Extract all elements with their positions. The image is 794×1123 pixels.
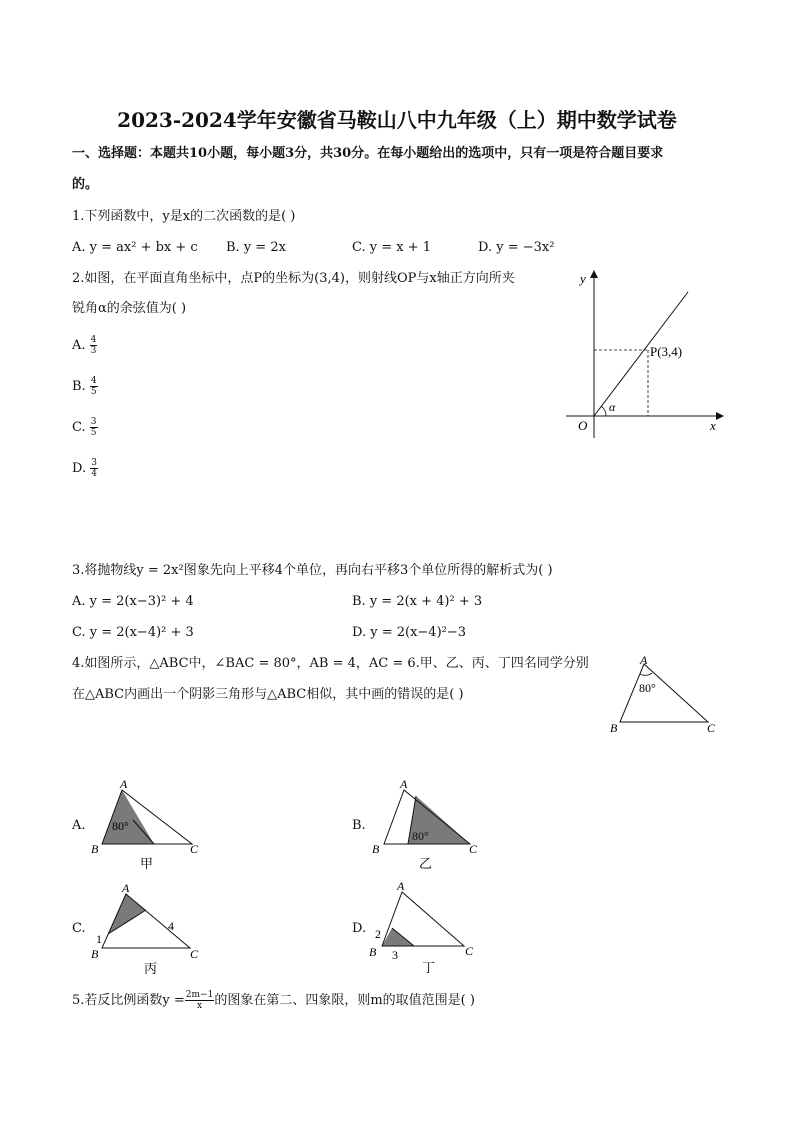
q2-option-c-den: 5 xyxy=(90,428,97,438)
q4-option-b-figure[interactable] xyxy=(366,772,496,872)
section-heading-line1: 一、选择题：本题共10小题，每小题3分，共30分。在每小题给出的选项中，只有一项是符合题目要求 xyxy=(72,146,664,161)
caption-jia: 甲 xyxy=(140,856,154,871)
page-title: 2023-2024学年安徽省马鞍山八中九年级（上）期中数学试卷 xyxy=(117,108,677,132)
q2-option-c[interactable] xyxy=(72,417,98,438)
section-heading-line2: 的。 xyxy=(72,177,99,192)
x-axis-label: x xyxy=(710,418,716,433)
q2-option-c-num: 3 xyxy=(90,417,97,427)
q2-stem-line1: 2.如图，在平面直角坐标中，点P的坐标为(3,4)，则射线OP与x轴正方向所夹 xyxy=(72,271,515,286)
q5-stem-pre: 5.若反比例函数y = xyxy=(72,993,185,1008)
q2-option-d-label: D. xyxy=(72,461,87,476)
q2-option-a-num: 4 xyxy=(90,335,97,345)
q4-option-c-label[interactable]: C. xyxy=(72,921,86,936)
segment-mark-2: 2 xyxy=(375,927,381,941)
angle-label: 80° xyxy=(112,819,129,833)
q3-option-a[interactable]: A. y = 2(x−3)² + 4 xyxy=(72,594,194,609)
q1-stem: 1.下列函数中，y是x的二次函数的是( ) xyxy=(72,209,296,224)
vertex-a-label: A xyxy=(122,881,130,895)
q4-option-b-label[interactable]: B. xyxy=(352,818,366,833)
q4-option-d-figure[interactable] xyxy=(366,876,496,976)
q2-option-c-label: C. xyxy=(72,420,86,435)
alpha-label: α xyxy=(609,400,616,414)
q2-option-b-den: 5 xyxy=(90,387,97,397)
q5-stem xyxy=(72,990,475,1011)
q1-option-a[interactable]: A. y = ax² + bx + c xyxy=(72,240,198,255)
q4-main-triangle-figure xyxy=(606,652,724,736)
angle-arc xyxy=(601,406,606,416)
q2-option-a-fraction xyxy=(90,335,98,356)
vertex-a-label: A xyxy=(397,879,405,893)
q2-coordinate-figure xyxy=(560,266,730,446)
vertex-c-label: C xyxy=(465,944,474,958)
q1-option-d[interactable]: D. y = −3x² xyxy=(478,240,555,255)
q2-option-b[interactable] xyxy=(72,376,98,397)
q1-option-c[interactable]: C. y = x + 1 xyxy=(352,240,432,255)
vertex-b-label: B xyxy=(372,842,380,856)
q1-option-b[interactable]: B. y = 2x xyxy=(226,240,286,255)
vertex-b-label: B xyxy=(91,947,99,961)
q5-stem-post: 的图象在第二、四象限，则m的取值范围是( ) xyxy=(214,993,475,1008)
angle-80-label: 80° xyxy=(639,681,656,695)
q2-option-c-fraction xyxy=(90,417,98,438)
vertex-a-label: A xyxy=(400,777,408,791)
vertex-b-label: B xyxy=(369,945,377,959)
y-axis-arrow-icon xyxy=(590,270,598,278)
q2-option-d-fraction xyxy=(90,458,98,479)
caption-ding: 丁 xyxy=(422,960,436,975)
q4-stem-line1: 4.如图所示，△ABC中，∠BAC = 80°，AB = 4，AC = 6.甲、乙、丙、丁四名同学分别 xyxy=(72,656,589,671)
q2-option-a[interactable] xyxy=(72,335,97,356)
point-p-label: P(3,4) xyxy=(650,344,683,359)
caption-bing: 丙 xyxy=(144,961,158,976)
shaded-triangle xyxy=(102,790,154,844)
q3-stem: 3.将抛物线y = 2x²图象先向上平移4个单位，再向右平移3个单位所得的解析式为( ) xyxy=(72,563,553,578)
q4-option-c-figure[interactable] xyxy=(86,876,216,976)
q2-option-d-num: 3 xyxy=(91,458,97,468)
shaded-triangle xyxy=(382,928,414,946)
q3-option-c[interactable]: C. y = 2(x−4)² + 3 xyxy=(72,625,194,640)
q4-option-a-label[interactable]: A. xyxy=(72,818,86,833)
q2-option-b-label: B. xyxy=(72,379,86,394)
q5-frac-num: 2m−1 xyxy=(185,990,214,1000)
angle-a-arc xyxy=(640,673,652,675)
vertex-b-label: B xyxy=(610,721,618,735)
segment-mark-3: 3 xyxy=(392,948,398,962)
q2-stem-line2: 锐角α的余弦值为( ) xyxy=(72,301,187,316)
q2-option-d[interactable] xyxy=(72,458,98,479)
x-axis-arrow-icon xyxy=(716,412,724,420)
q4-stem-line2: 在△ABC内画出一个阴影三角形与△ABC相似，其中画的错误的是( ) xyxy=(72,687,464,702)
q4-option-d-label[interactable]: D. xyxy=(352,921,367,936)
vertex-c-label: C xyxy=(190,842,199,856)
vertex-c-label: C xyxy=(707,721,716,735)
triangle-abc xyxy=(620,664,708,722)
vertex-a-label: A xyxy=(640,653,648,667)
angle-label: 80° xyxy=(412,829,429,843)
vertex-c-label: C xyxy=(190,947,199,961)
y-axis-label: y xyxy=(580,271,586,286)
q3-option-b[interactable]: B. y = 2(x + 4)² + 3 xyxy=(352,594,483,609)
q2-option-b-fraction xyxy=(90,376,98,397)
q2-option-a-label: A. xyxy=(72,338,86,353)
q5-fraction xyxy=(185,990,215,1011)
caption-yi: 乙 xyxy=(419,856,433,871)
q3-option-d[interactable]: D. y = 2(x−4)²−3 xyxy=(352,625,467,640)
q5-frac-den: x xyxy=(197,1001,203,1011)
q2-option-b-num: 4 xyxy=(90,376,97,386)
segment-mark-1: 1 xyxy=(96,932,102,946)
q2-option-d-den: 4 xyxy=(91,469,97,479)
vertex-a-label: A xyxy=(120,777,128,791)
vertex-c-label: C xyxy=(469,842,478,856)
segment-mark-4: 4 xyxy=(168,919,174,933)
q2-option-a-den: 3 xyxy=(90,346,97,356)
vertex-b-label: B xyxy=(91,842,99,856)
q4-option-a-figure[interactable] xyxy=(86,772,216,872)
origin-label: O xyxy=(578,418,588,433)
